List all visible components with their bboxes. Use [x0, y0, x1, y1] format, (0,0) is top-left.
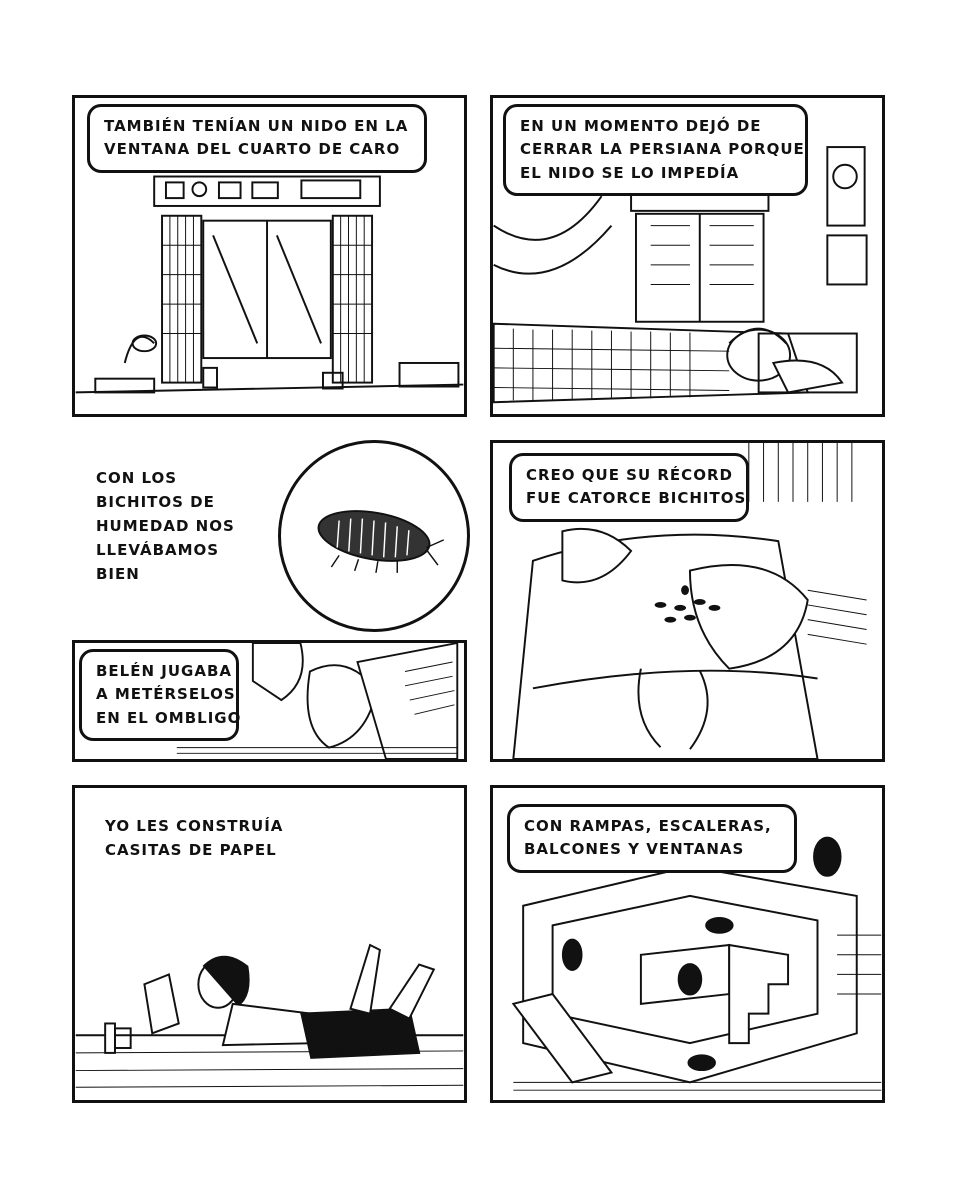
narration-line: LLEVÁBAMOS: [96, 541, 220, 559]
caption-line: BALCONES Y VENTANAS: [524, 840, 745, 859]
caption-line: TAMBIÉN TENÍAN UN NIDO EN LA: [104, 117, 409, 135]
narration-line: CON LOS: [96, 469, 178, 487]
caption-line: CERRAR LA PERSIANA PORQUE: [520, 140, 805, 159]
caption-line: EL NIDO SE LO IMPEDÍA: [520, 163, 740, 182]
caption-bubble: [79, 649, 242, 741]
panel-window-nest: [72, 95, 467, 417]
caption-line: BELÉN JUGABA: [96, 662, 232, 680]
woodlouse-icon: [281, 443, 467, 629]
panel-girl-crafting: [72, 785, 467, 1103]
panel-paper-house: [490, 785, 885, 1103]
narration-line: HUMEDAD NOS: [96, 517, 235, 535]
caption-line: CON RAMPAS, ESCALERAS,: [524, 817, 772, 835]
caption-line: VENTANA DEL CUARTO DE CARO: [104, 140, 401, 159]
caption-bubble: [507, 804, 797, 873]
woodlouse-inset: [278, 440, 470, 632]
caption-line: A METÉRSELOS: [96, 685, 236, 704]
panel-belly-record: [490, 440, 885, 762]
narration-line: YO LES CONSTRUÍA: [105, 817, 284, 835]
narration-line: CASITAS DE PAPEL: [105, 841, 277, 859]
narration-text: [96, 466, 235, 586]
narration-text: [105, 814, 283, 862]
caption-bubble: [503, 104, 808, 196]
caption-line: EN EL OMBLIGO: [96, 708, 242, 727]
narration-line: BIEN: [96, 565, 140, 583]
caption-bubble: [509, 453, 749, 522]
panel-hands: [72, 640, 467, 762]
caption-line: EN UN MOMENTO DEJÓ DE: [520, 117, 762, 135]
panel-sleeping: [490, 95, 885, 417]
narration-line: BICHITOS DE: [96, 493, 215, 511]
caption-line: CREO QUE SU RÉCORD: [526, 466, 733, 484]
caption-bubble: [87, 104, 427, 173]
caption-line: FUE CATORCE BICHITOS: [526, 489, 747, 508]
